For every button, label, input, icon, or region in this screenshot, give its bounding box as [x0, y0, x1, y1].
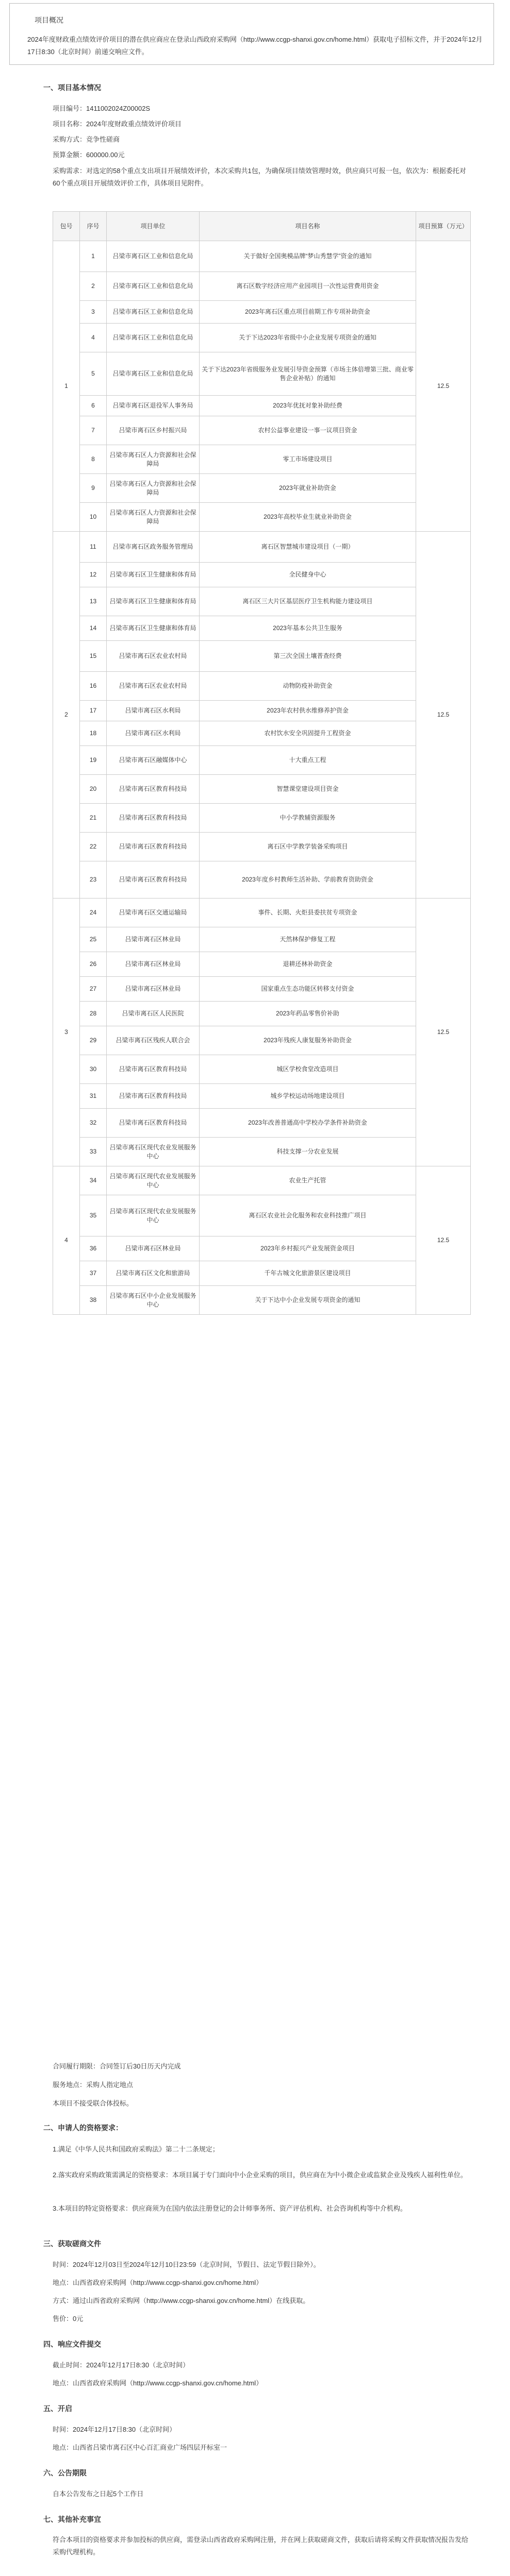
index-cell: 37 [80, 1261, 107, 1286]
index-cell: 5 [80, 352, 107, 396]
unit-cell: 吕梁市离石区教育科技局 [107, 861, 200, 899]
table-row [53, 1286, 471, 1315]
unit-cell: 吕梁市离石区卫生健康和体育局 [107, 563, 200, 587]
unit-cell: 吕梁市离石区林业局 [107, 952, 200, 977]
obtain-price: 售价：0元 [53, 2315, 84, 2323]
unit-cell: 吕梁市离石区现代农业发展服务中心 [107, 1166, 200, 1195]
section-qualification-title: 二、申请人的资格要求： [43, 2124, 123, 2132]
budget-amount: 预算金额：600000.00元 [53, 151, 125, 159]
table-row [53, 1261, 471, 1286]
table-row [53, 672, 471, 701]
index-cell: 38 [80, 1286, 107, 1315]
submission-deadline: 截止时间：2024年12月17日8:30（北京时间） [53, 2361, 190, 2369]
project-name-cell: 关于做好全国奥模品牌“梦山秀慧学”资金的通知 [200, 241, 416, 272]
unit-cell: 吕梁市离石区林业局 [107, 977, 200, 1002]
section-submission-title: 四、响应文件提交 [43, 2340, 101, 2348]
index-cell: 30 [80, 1055, 107, 1084]
section-notice-period-title: 六、公告期限 [43, 2469, 87, 2477]
project-name-cell: 动物防疫补助资金 [200, 672, 416, 701]
index-cell: 2 [80, 272, 107, 301]
table-row [53, 1166, 471, 1195]
index-cell: 19 [80, 746, 107, 775]
table-row [53, 1236, 471, 1261]
project-name-cell: 2023年农村供水维修养护资金 [200, 701, 416, 721]
unit-cell: 吕梁市离石区工业和信息化局 [107, 301, 200, 324]
table-row [53, 445, 471, 474]
project-name-cell: 2023年残疾人康复服务补助资金 [200, 1026, 416, 1055]
project-name-cell: 农村饮水安全巩固提升工程资金 [200, 721, 416, 746]
project-name-cell: 离石区农业社会化服务和农业科技推广项目 [200, 1195, 416, 1236]
obtain-location: 地点：山西省政府采购网（http://www.ccgp-shanxi.gov.cn/home.html） [53, 2279, 263, 2286]
unit-cell: 吕梁市离石区乡村振兴局 [107, 416, 200, 445]
unit-cell: 吕梁市离石区人民医院 [107, 1002, 200, 1026]
project-name-cell: 2023年优抚对象补助经费 [200, 396, 416, 416]
header-package: 包号 [53, 212, 80, 241]
unit-cell: 吕梁市离石区教育科技局 [107, 804, 200, 833]
table-row [53, 804, 471, 833]
package-cell: 4 [53, 1166, 80, 1315]
index-cell: 29 [80, 1026, 107, 1055]
index-cell: 4 [80, 324, 107, 352]
consortium-note: 本项目不接受联合体投标。 [53, 2099, 134, 2107]
contract-period: 合同履行期限：合同签订后30日历天内完成 [53, 2062, 181, 2070]
table-row [53, 899, 471, 927]
index-cell: 17 [80, 701, 107, 721]
unit-cell: 吕梁市离石区融媒体中心 [107, 746, 200, 775]
index-cell: 31 [80, 1084, 107, 1109]
table-row [53, 701, 471, 721]
qualification-item: 1.满足《中华人民共和国政府采购法》第二十二条规定； [53, 2145, 219, 2153]
unit-cell: 吕梁市离石区林业局 [107, 1236, 200, 1261]
table-row [53, 861, 471, 899]
procurement-method: 采购方式：竞争性磋商 [53, 135, 120, 143]
index-cell: 8 [80, 445, 107, 474]
table-row [53, 532, 471, 563]
table-row [53, 324, 471, 352]
table-row [53, 1109, 471, 1138]
project-number: 项目编号：1411002024Z00002S [53, 105, 151, 112]
table-row [53, 241, 471, 272]
unit-cell: 吕梁市离石区农业农村局 [107, 672, 200, 701]
index-cell: 15 [80, 641, 107, 672]
table-row [53, 272, 471, 301]
table-row [53, 1002, 471, 1026]
section-basic-info-title: 一、项目基本情况 [43, 83, 101, 92]
index-cell: 36 [80, 1236, 107, 1261]
procurement-requirement: 采购需求：对选定的58个重点支出项目开展绩效评价，本次采购共1包，为确保项目绩效管理时效，供应商只可报一包，依次为：根据委托对60个重点项目开展绩效评价工作，具体项目见附件。 [53, 167, 466, 187]
index-cell: 10 [80, 503, 107, 532]
obtain-time: 时间：2024年12月03日至2024年12月10日23:59（北京时间，节假日、法定节假日除外）。 [53, 2261, 320, 2268]
project-name-cell: 事件、长期、火炬县委扶贫专项资金 [200, 899, 416, 927]
unit-cell: 吕梁市离石区交通运输局 [107, 899, 200, 927]
index-cell: 12 [80, 563, 107, 587]
qualification-item: 2.落实政府采购政策需满足的资格要求：本项目属于专门面向中小企业采购的项目，供应商在为中小微企业或监狱企业及残疾人福利性单位。 [53, 2171, 467, 2179]
index-cell: 27 [80, 977, 107, 1002]
project-name-cell: 2023年乡村振兴产业发展资金项目 [200, 1236, 416, 1261]
table-row [53, 1195, 471, 1236]
project-name-cell: 离石区三大片区基层医疗卫生机构能力建设项目 [200, 587, 416, 616]
qualification-item: 3.本项目的特定资格要求：供应商须为在国内依法注册登记的会计师事务所、资产评估机构、社会咨询机构等中介机构。 [53, 2205, 407, 2212]
project-name-cell: 第三次全国土壤普查经费 [200, 641, 416, 672]
project-name-cell: 离石区中学教学装备采购项目 [200, 833, 416, 861]
index-cell: 16 [80, 672, 107, 701]
section-other-matters-title: 七、其他补充事宜 [43, 2515, 101, 2523]
project-name-cell: 农村公益事业建设一事一议项目资金 [200, 416, 416, 445]
table-row [53, 1084, 471, 1109]
table-row [53, 587, 471, 616]
section-obtain-docs-title: 三、获取磋商文件 [43, 2240, 101, 2248]
budget-cell: 12.5 [416, 1166, 471, 1315]
unit-cell: 吕梁市离石区现代农业发展服务中心 [107, 1195, 200, 1236]
index-cell: 32 [80, 1109, 107, 1138]
index-cell: 9 [80, 474, 107, 503]
project-name-cell: 2023年高校毕业生就业补助资金 [200, 503, 416, 532]
table-row [53, 416, 471, 445]
index-cell: 3 [80, 301, 107, 324]
index-cell: 11 [80, 532, 107, 563]
unit-cell: 吕梁市离石区工业和信息化局 [107, 324, 200, 352]
table-row [53, 641, 471, 672]
unit-cell: 吕梁市离石区中小企业发展服务中心 [107, 1286, 200, 1315]
table-row [53, 616, 471, 641]
index-cell: 35 [80, 1195, 107, 1236]
project-summary-box [9, 3, 494, 65]
unit-cell: 吕梁市离石区教育科技局 [107, 1084, 200, 1109]
index-cell: 21 [80, 804, 107, 833]
index-cell: 22 [80, 833, 107, 861]
table-row [53, 977, 471, 1002]
project-budget-table [53, 211, 471, 1315]
table-row [53, 952, 471, 977]
project-name-cell: 零工市场建设项目 [200, 445, 416, 474]
header-unit: 项目单位 [107, 212, 200, 241]
project-name-cell: 十大重点工程 [200, 746, 416, 775]
index-cell: 18 [80, 721, 107, 746]
unit-cell: 吕梁市离石区教育科技局 [107, 1109, 200, 1138]
project-name-cell: 2023年度乡村教师生活补助、学前教育资助资金 [200, 861, 416, 899]
notice-period: 自本公告发布之日起5个工作日 [53, 2490, 144, 2498]
table-row [53, 746, 471, 775]
table-row [53, 775, 471, 804]
table-row [53, 301, 471, 324]
index-cell: 28 [80, 1002, 107, 1026]
project-name-cell: 天然林保护修复工程 [200, 927, 416, 952]
index-cell: 25 [80, 927, 107, 952]
unit-cell: 吕梁市离石区人力资源和社会保障局 [107, 474, 200, 503]
index-cell: 24 [80, 899, 107, 927]
table-row [53, 1026, 471, 1055]
unit-cell: 吕梁市离石区卫生健康和体育局 [107, 587, 200, 616]
project-name-cell: 2023年基本公共卫生服务 [200, 616, 416, 641]
project-name-cell: 智慧课堂建设项目资金 [200, 775, 416, 804]
table-row [53, 396, 471, 416]
unit-cell: 吕梁市离石区工业和信息化局 [107, 352, 200, 396]
project-name-cell: 城乡学校运动场地建设项目 [200, 1084, 416, 1109]
project-name-cell: 关于下达2023年省级中小企业发展专项资金的通知 [200, 324, 416, 352]
project-name-cell: 城区学校食堂改造项目 [200, 1055, 416, 1084]
section-opening-title: 五、开启 [43, 2404, 72, 2413]
unit-cell: 吕梁市离石区林业局 [107, 927, 200, 952]
header-index: 序号 [80, 212, 107, 241]
summary-title: 项目概况 [35, 16, 63, 24]
project-name-cell: 中小学教辅资源服务 [200, 804, 416, 833]
package-cell: 2 [53, 532, 80, 899]
unit-cell: 吕梁市离石区教育科技局 [107, 833, 200, 861]
project-name-cell: 退耕还林补助资金 [200, 952, 416, 977]
table-row [53, 352, 471, 396]
project-name: 项目名称：2024年度财政重点绩效评价项目 [53, 120, 182, 128]
index-cell: 7 [80, 416, 107, 445]
table-row [53, 1138, 471, 1166]
unit-cell: 吕梁市离石区教育科技局 [107, 775, 200, 804]
table-header-row [53, 212, 471, 241]
index-cell: 13 [80, 587, 107, 616]
project-name-cell: 千年古城文化旅游景区建设项目 [200, 1261, 416, 1286]
budget-cell: 12.5 [416, 532, 471, 899]
unit-cell: 吕梁市离石区残疾人联合会 [107, 1026, 200, 1055]
package-cell: 1 [53, 241, 80, 532]
budget-cell: 12.5 [416, 241, 471, 532]
project-name-cell: 科技支撑一分农业发展 [200, 1138, 416, 1166]
project-name-cell: 2023年离石区重点项目前期工作专项补助资金 [200, 301, 416, 324]
unit-cell: 吕梁市离石区工业和信息化局 [107, 272, 200, 301]
summary-text: 2024年度财政重点绩效评价项目的潜在供应商应在登录山西政府采购网（http://www.ccgp-shanxi.gov.cn/home.html）获取电子招标文件，并于2024年12月17日8:30（北京时间）前递交响应文件。 [27, 36, 483, 56]
unit-cell: 吕梁市离石区农业农村局 [107, 641, 200, 672]
project-name-cell: 离石区数字经济应用产业园项目一次性运营费用资金 [200, 272, 416, 301]
unit-cell: 吕梁市离石区人力资源和社会保障局 [107, 445, 200, 474]
index-cell: 1 [80, 241, 107, 272]
project-name-cell: 国家重点生态功能区转移支付资金 [200, 977, 416, 1002]
table-row [53, 1055, 471, 1084]
project-name-cell: 全民健身中心 [200, 563, 416, 587]
project-name-cell: 农业生产托管 [200, 1166, 416, 1195]
unit-cell: 吕梁市离石区教育科技局 [107, 1055, 200, 1084]
index-cell: 6 [80, 396, 107, 416]
project-name-cell: 离石区智慧城市建设项目（一期） [200, 532, 416, 563]
unit-cell: 吕梁市离石区卫生健康和体育局 [107, 616, 200, 641]
project-name-cell: 2023年改善普通高中学校办学条件补助资金 [200, 1109, 416, 1138]
package-cell: 3 [53, 899, 80, 1166]
project-name-cell: 2023年药品零售价补助 [200, 1002, 416, 1026]
table-row [53, 563, 471, 587]
project-name-cell: 关于下达中小企业发展专项资金的通知 [200, 1286, 416, 1315]
project-name-cell: 关于下达2023年省级服务业发展引导资金预算（市场主体倍增第三批、商业零售企业补贴）的通知 [200, 352, 416, 396]
header-project-name: 项目名称 [200, 212, 416, 241]
unit-cell: 吕梁市离石区水利局 [107, 701, 200, 721]
table-row [53, 833, 471, 861]
unit-cell: 吕梁市离石区工业和信息化局 [107, 241, 200, 272]
obtain-method: 方式：通过山西省政府采购网（http://www.ccgp-shanxi.gov.cn/home.html）在线获取。 [53, 2297, 310, 2304]
unit-cell: 吕梁市离石区水利局 [107, 721, 200, 746]
opening-time: 时间：2024年12月17日8:30（北京时间） [53, 2426, 176, 2433]
service-location: 服务地点：采购人指定地点 [53, 2081, 134, 2089]
index-cell: 34 [80, 1166, 107, 1195]
unit-cell: 吕梁市离石区现代农业发展服务中心 [107, 1138, 200, 1166]
table-row [53, 474, 471, 503]
unit-cell: 吕梁市离石区文化和旅游局 [107, 1261, 200, 1286]
project-name-cell: 2023年就业补助资金 [200, 474, 416, 503]
opening-location: 地点：山西省吕梁市离石区中心百汇商业广场四层开标室一 [53, 2444, 227, 2451]
index-cell: 23 [80, 861, 107, 899]
index-cell: 33 [80, 1138, 107, 1166]
header-budget: 项目预算（万元） [416, 212, 471, 241]
submission-location: 地点：山西省政府采购网（http://www.ccgp-shanxi.gov.cn/home.html） [53, 2379, 263, 2387]
unit-cell: 吕梁市离石区人力资源和社会保障局 [107, 503, 200, 532]
unit-cell: 吕梁市离石区退役军人事务局 [107, 396, 200, 416]
table-row [53, 927, 471, 952]
index-cell: 26 [80, 952, 107, 977]
unit-cell: 吕梁市离石区政务服务管理局 [107, 532, 200, 563]
index-cell: 14 [80, 616, 107, 641]
other-matters-text: 符合本项目的资格要求并参加投标的供应商，需登录山西省政府采购网注册，并在网上获取磋商文件，获取后请将采购文件获取情况报告发给采购代理机构。 [53, 2536, 469, 2556]
index-cell: 20 [80, 775, 107, 804]
table-row [53, 721, 471, 746]
budget-cell: 12.5 [416, 899, 471, 1166]
table-row [53, 503, 471, 532]
